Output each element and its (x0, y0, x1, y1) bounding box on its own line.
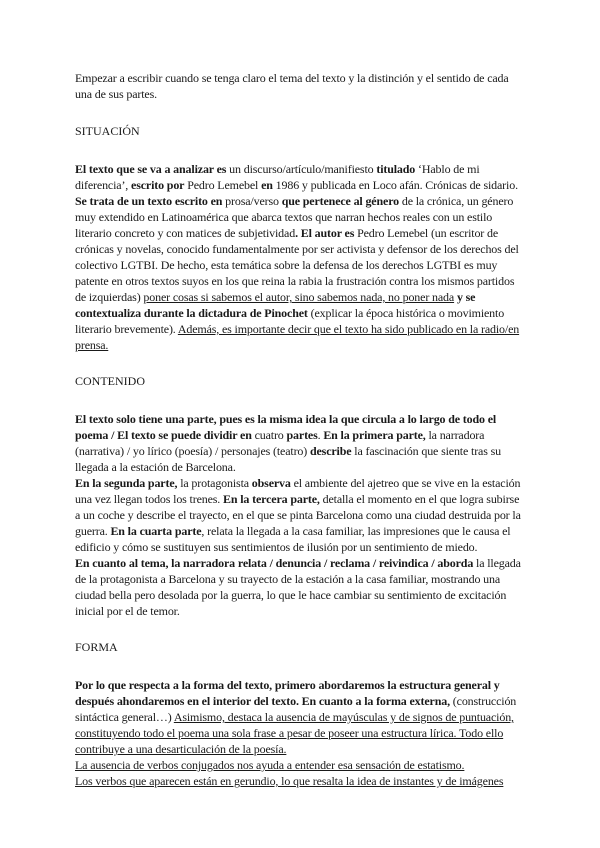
contenido-heading: CONTENIDO (75, 374, 145, 388)
underlined-note: poner cosas si sabemos el autor, sino sabemos nada, no poner nada (143, 290, 455, 304)
text-run: la llegada de la protagonista a Barcelona y su trayecto de la estación a la casa familiar, mostrando una ciudad bella pero desolada por la guerra, lo que le hace cambiar su sentimiento de excitación inicial por el de temor. (75, 556, 521, 618)
contenido-paragraph-2 (75, 475, 527, 555)
bold-text: partes (286, 428, 318, 442)
text-run: la protagonista (177, 476, 252, 490)
bold-text: . El autor es (295, 226, 355, 240)
text-run: detalla el momento en el que logra subirse a un coche y describe el trayecto, en el que se pinta Barcelona como una ciudad destruida por la guerra. (75, 492, 521, 538)
underlined-text: La ausencia de verbos conjugados nos ayuda a entender esa sensación de estatismo. (75, 758, 465, 772)
bold-text: En la tercera parte, (223, 492, 320, 506)
contenido-section (75, 373, 527, 619)
bold-text: Por lo que respecta a la forma del texto, primero abordaremos la estructura general y después ahondaremos en el interior del texto. En cuanto a la forma externa, (75, 678, 500, 708)
text-run: la fascinación que siente tras su llegada a la estación de Barcelona. (75, 444, 501, 474)
text-run: Pedro Lemebel (un escritor de crónicas y novelas, conocido fundamentalmente por ser activista y defensor de los derechos del colectivo LGTBI. De hecho, esta temática sobre la defensa de los derechos LGTBI es muy patente en otros textos suyos en los que reina la rabia la frustración contra los mismos partidos de izquierdas) (75, 226, 519, 304)
text-run: Pedro Lemebel (184, 178, 262, 192)
bold-text: En la primera parte, (323, 428, 426, 442)
situacion-heading: SITUACIÓN (75, 124, 140, 138)
bold-text: y se contextualiza durante la dictadura de Pinochet (75, 290, 476, 320)
text-run: 1986 y publicada en Loco afán. Crónicas de sidario. (272, 178, 518, 192)
situacion-paragraph (75, 161, 527, 353)
bold-text: escrito por (131, 178, 185, 192)
text-run: . (317, 428, 324, 442)
bold-text: describe (309, 444, 352, 458)
bold-text: En la segunda parte, (75, 476, 178, 490)
contenido-paragraph-1 (75, 411, 527, 475)
contenido-paragraph-3 (75, 555, 527, 619)
text-run: el ambiente del ajetreo que se vive en la estación una vez llegan todos los trenes. (75, 476, 521, 506)
text-run: prosa/verso (222, 194, 282, 208)
forma-paragraph-3 (75, 773, 527, 789)
situacion-section (75, 123, 527, 353)
bold-text: titulado (376, 162, 416, 176)
bold-text: en (261, 178, 273, 192)
text-run: (explicar la época histórica o movimiento literario brevemente). (75, 306, 505, 336)
intro-paragraph: Empezar a escribir cuando se tenga claro el tema del texto y la distinción y el sentido de cada una de sus partes. (75, 71, 509, 101)
bold-text: Se trata de un texto escrito en (75, 194, 223, 208)
bold-text: que pertenece al género (281, 194, 399, 208)
text-run: ‘Hablo de mi diferencia’, (75, 162, 480, 192)
text-run: , relata la llegada a la casa familiar, las impresiones que le causa el edificio y cómo se sustituyen sus sentimientos de ilusión por un sentimiento de miedo. (75, 524, 511, 554)
document-page (75, 70, 527, 809)
text-run: (construcción sintáctica general…) (75, 694, 517, 724)
text-run: de la crónica, un género muy extendido en Latinoamérica que abarca textos que narran hechos reales con un estilo literario concreto y con matices de subjetividad (75, 194, 514, 240)
bold-text: El texto solo tiene una parte, pues es la misma idea la que circula a lo largo de todo el poema / El texto se puede dividir en (75, 412, 497, 442)
text-run: cuatro (251, 428, 287, 442)
forma-heading: FORMA (75, 640, 118, 654)
forma-section (75, 639, 527, 789)
bold-text: observa (251, 476, 291, 490)
text-run: un discurso/artículo/manifiesto (226, 162, 377, 176)
forma-paragraph-1 (75, 677, 527, 757)
bold-text: El texto que se va a analizar es (75, 162, 227, 176)
forma-paragraph-2 (75, 757, 527, 773)
bold-text: En la cuarta parte (110, 524, 202, 538)
text-run: la narradora (narrativa) / yo lírico (poesía) / personajes (teatro) (75, 428, 485, 458)
bold-text: En cuanto al tema, la narradora relata / denuncia / reclama / reivindica / aborda (75, 556, 474, 570)
underlined-text: Asimismo, destaca la ausencia de mayúsculas y de signos de puntuación, constituyendo todo el poema una sola frase a pesar de poseer una estructura lírica. Todo ello contribuye a una desarticulación de la poesía. (75, 710, 514, 756)
underlined-text: Los verbos que aparecen están en gerundio, lo que resalta la idea de instantes y de imágenes (75, 774, 504, 788)
underlined-note: Además, es importante decir que el texto ha sido publicado en la radio/en prensa. (75, 322, 520, 352)
